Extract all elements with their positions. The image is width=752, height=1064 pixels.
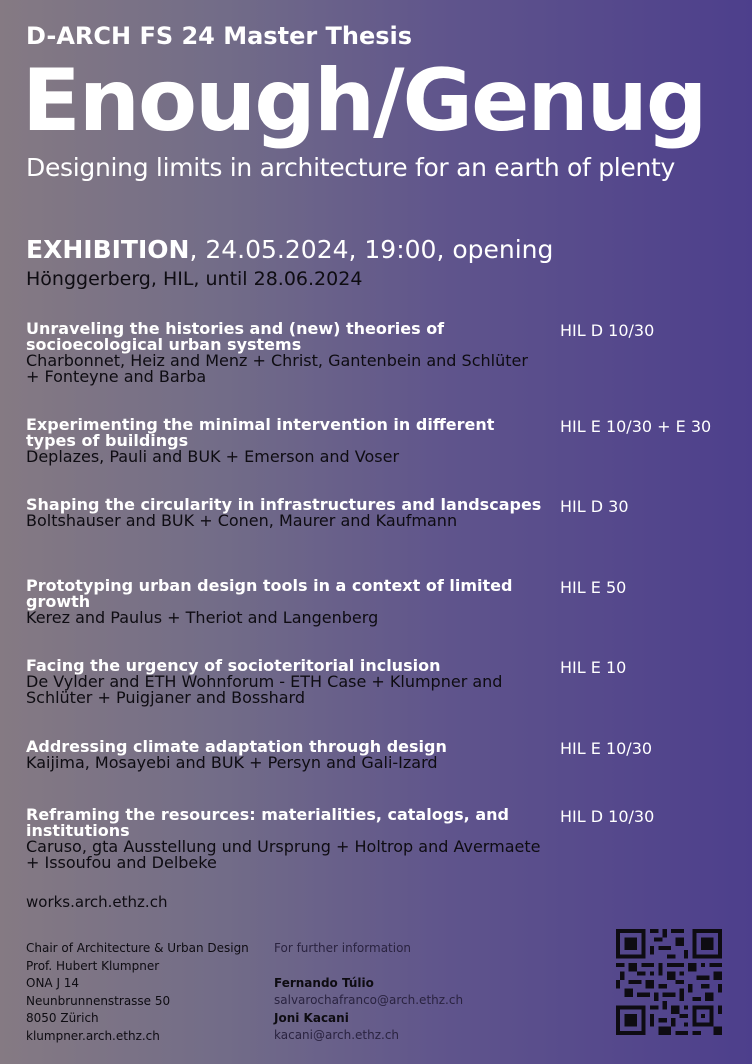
exhibition-label: EXHIBITION: [26, 235, 190, 264]
entry-room: HIL D 10/30: [560, 807, 655, 826]
chair-address: [26, 940, 249, 1045]
entry-title: Shaping the circularity in infrastructures and landscapes: [26, 495, 542, 514]
contact1-name: Fernando Túlio: [274, 975, 374, 990]
city-line: 8050 Zürich: [26, 1011, 99, 1025]
entry-title: Reframing the resources: materialities, catalogs, and institutions: [26, 805, 509, 840]
header-top-line: D-ARCH FS 24 Master Thesis: [26, 22, 413, 50]
entry-title: Experimenting the minimal intervention in different types of buildings: [26, 415, 495, 450]
entry-authors: De Vylder and ETH Wohnforum - ETH Case + Klumpner and Schlüter + Puigjaner and Bosshard: [26, 672, 503, 707]
qr-code-icon[interactable]: [616, 929, 722, 1035]
entry-room: HIL E 10/30 + E 30: [560, 417, 712, 436]
entry-6: [26, 739, 752, 771]
entry-1: [26, 321, 752, 385]
entry-authors: Caruso, gta Ausstellung und Ursprung + Holtrop and Avermaete + Issoufou and Delbeke: [26, 837, 541, 872]
entry-title: Unraveling the histories and (new) theories of socioecological urban systems: [26, 319, 445, 354]
entry-authors: Deplazes, Pauli and BUK + Emerson and Voser: [26, 447, 400, 466]
contact2-email[interactable]: kacani@arch.ethz.ch: [274, 1028, 400, 1042]
office-room: ONA J 14: [26, 976, 80, 990]
entry-3: [26, 497, 752, 529]
entry-authors: Kaijima, Mosayebi and BUK + Persyn and Gali-Izard: [26, 753, 438, 772]
entry-5: [26, 658, 752, 706]
exhibition-line: [26, 235, 553, 264]
entry-authors: Boltshauser and BUK + Conen, Maurer and Kaufmann: [26, 511, 458, 530]
exhibition-location: Hönggerberg, HIL, until 28.06.2024: [26, 268, 363, 290]
entry-2: [26, 417, 752, 465]
contact-info: [274, 940, 463, 1045]
chair-name: Chair of Architecture & Urban Design: [26, 941, 249, 955]
entry-title: Prototyping urban design tools in a context of limited growth: [26, 576, 513, 611]
entry-room: HIL E 50: [560, 578, 627, 597]
entry-room: HIL D 30: [560, 497, 629, 516]
entry-room: HIL E 10: [560, 658, 627, 677]
entry-room: HIL D 10/30: [560, 321, 655, 340]
contact1-email[interactable]: salvarochafranco@arch.ethz.ch: [274, 993, 464, 1007]
website-link[interactable]: works.arch.ethz.ch: [26, 893, 168, 911]
exhibition-details: , 24.05.2024, 19:00, opening: [189, 235, 554, 264]
info-label: For further information: [274, 941, 412, 955]
entry-title: Facing the urgency of socioteritorial inclusion: [26, 656, 441, 675]
poster-title: Enough/Genug: [22, 51, 706, 151]
entry-4: [26, 578, 752, 626]
entry-7: [26, 807, 752, 871]
entry-authors: Charbonnet, Heiz and Menz + Christ, Gantenbein and Schlüter + Fonteyne and Barba: [26, 351, 528, 386]
professor-name: Prof. Hubert Klumpner: [26, 958, 160, 973]
contact2-name: Joni Kacani: [274, 1010, 349, 1025]
entry-title: Addressing climate adaptation through design: [26, 737, 447, 756]
street-address: Neunbrunnenstrasse 50: [26, 993, 171, 1008]
chair-website[interactable]: klumpner.arch.ethz.ch: [26, 1028, 160, 1043]
entry-authors: Kerez and Paulus + Theriot and Langenberg: [26, 608, 379, 627]
entry-room: HIL E 10/30: [560, 739, 653, 758]
poster-subtitle: Designing limits in architecture for an earth of plenty: [26, 153, 676, 182]
